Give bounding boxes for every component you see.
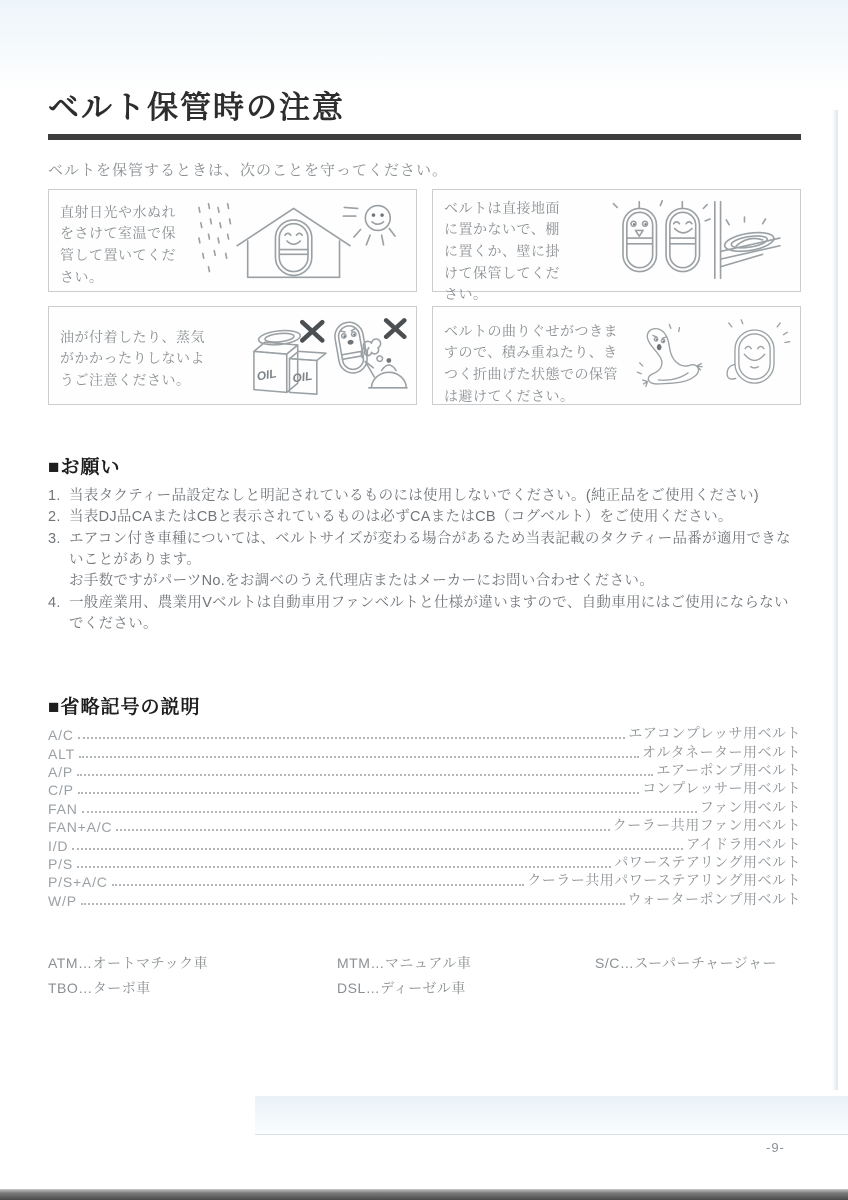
abbreviation-row: [48, 725, 801, 743]
vehicle-abbr-column: [595, 951, 801, 1001]
dotted-leader: [112, 884, 525, 886]
abbreviation-row: [48, 817, 801, 835]
belts-on-wall-and-shelf-illustration: [564, 196, 792, 285]
tip-box-no-bending: [432, 306, 801, 405]
onegai-heading: ■お願い: [48, 456, 121, 478]
abbr-label: アイドラ用ベルト: [686, 835, 801, 852]
abbr-label: ウォーターポンプ用ベルト: [627, 890, 801, 907]
abbr-code: FAN+A/C: [48, 819, 113, 836]
item-text: 当表DJ品CAまたはCBと表示されているものは必ずCAまたはCB（コグベルト）をご使用ください。: [69, 509, 733, 526]
scan-bottom-band: [255, 1096, 848, 1135]
oil-cans-and-kettle-crossed-illustration: [212, 313, 408, 398]
vehicle-abbr: ATM…オートマチック車: [48, 954, 209, 971]
svg-text:OIL: OIL: [291, 368, 314, 386]
item-number: 4.: [48, 594, 61, 611]
dotted-leader: [79, 756, 639, 758]
dotted-leader: [81, 903, 625, 905]
bent-belt-and-happy-belt-illustration: [624, 313, 792, 398]
abbr-label: パワーステアリング用ベルト: [614, 853, 801, 870]
abbreviation-row: [48, 872, 801, 890]
page-number: -9-: [766, 1140, 785, 1155]
abbr-label: ファン用ベルト: [699, 798, 801, 815]
page-title: ベルト保管時の注意: [48, 90, 345, 125]
storage-tips-grid: [48, 189, 801, 405]
abbr-label: エアーポンプ用ベルト: [656, 761, 801, 778]
tip-box-not-on-ground: [432, 189, 801, 303]
abbr-label: コンプレッサー用ベルト: [642, 780, 801, 797]
abbr-code: A/C: [48, 727, 74, 744]
abbreviation-row: [48, 743, 801, 761]
item-text: 一般産業用、農業用Vベルトは自動車用ファンベルトと仕様が違いますので、自動車用にはご使用にならないでください。: [69, 594, 789, 633]
onegai-item: [48, 507, 801, 528]
onegai-item: [48, 593, 801, 636]
abbr-code: I/D: [48, 837, 69, 854]
vehicle-abbr: S/C…スーパーチャージャー: [595, 954, 777, 971]
dotted-leader: [116, 829, 609, 831]
abbreviation-row: [48, 762, 801, 780]
abbreviation-row: [48, 854, 801, 872]
dotted-leader: [77, 866, 611, 868]
abbreviation-row: [48, 835, 801, 853]
scan-bottom-bar: [0, 1189, 848, 1200]
tip-box-sunlight-moisture: [48, 189, 417, 292]
vehicle-abbr-column: [337, 951, 595, 1001]
svg-text:OIL: OIL: [255, 366, 278, 384]
abbr-label: クーラー共用ファン用ベルト: [612, 817, 801, 834]
item-number: 2.: [48, 509, 61, 526]
vehicle-abbr-column: [48, 951, 337, 1001]
tip-text: ベルトは直接地面に置かないで、棚に置くか、壁に掛けて保管してください。: [444, 199, 560, 303]
scan-right-shadow: [832, 110, 838, 1090]
abbr-code: A/P: [48, 763, 73, 780]
tip-box-oil-steam: [48, 306, 417, 405]
vehicle-abbr: TBO…ターボ車: [48, 979, 151, 996]
intro-text: ベルトを保管するときは、次のことを守ってください。: [48, 161, 449, 179]
abbr-label: オルタネーター用ベルト: [642, 743, 801, 760]
abbreviation-row: [48, 780, 801, 798]
item-text: 当表タクティー品設定なしと明記されているものには使用しないでください。(純正品をご使用ください): [69, 487, 759, 504]
onegai-section: [48, 452, 801, 636]
onegai-list: [48, 486, 801, 636]
abbr-code: W/P: [48, 892, 77, 909]
vehicle-abbr: MTM…マニュアル車: [337, 954, 472, 971]
title-rule: [48, 134, 801, 140]
abbr-code: C/P: [48, 782, 74, 799]
tip-text: ベルトの曲りぐせがつきますので、積み重ねたり、きつく折曲げた状態での保管は避けてください。: [444, 322, 618, 404]
vehicle-abbr: DSL…ディーゼル車: [337, 979, 466, 996]
dotted-leader: [82, 811, 697, 813]
onegai-item: [48, 529, 801, 572]
item-number: 1.: [48, 487, 61, 504]
onegai-item: [48, 486, 801, 507]
item-text: エアコン付き車種については、ベルトサイズが変わる場合があるため当表記載のタクティー品番が適用できないことがあります。: [69, 530, 791, 568]
dotted-leader: [72, 848, 683, 850]
abbreviation-row: [48, 890, 801, 908]
dotted-leader: [78, 737, 626, 739]
abbreviation-section: [48, 692, 801, 909]
tip-text: 直射日光や水ぬれをさけて室温で保管して置いてください。: [60, 203, 176, 285]
abbr-code: ALT: [48, 745, 76, 762]
abbreviation-row: [48, 798, 801, 816]
abbr-code: P/S+A/C: [48, 874, 108, 891]
rain-house-sun-illustration: [184, 196, 408, 285]
item-number: 3.: [48, 530, 61, 547]
abbr-code: P/S: [48, 855, 73, 872]
dotted-leader: [78, 792, 639, 794]
abbr-label: エアコンプレッサ用ベルト: [628, 725, 801, 742]
abbr-label: クーラー共用パワーステアリング用ベルト: [527, 872, 801, 889]
abbreviation-list: [48, 725, 801, 909]
dotted-leader: [77, 774, 653, 776]
tip-text: 油が付着したり、蒸気がかかったりしないようご注意ください。: [60, 328, 205, 389]
page-content: [48, 0, 801, 1001]
onegai-item-continuation: お手数ですがパーツNo.をお調べのうえ代理店またはメーカーにお問い合わせください。: [69, 573, 654, 590]
vehicle-abbreviations: [48, 951, 801, 1001]
abbr-code: FAN: [48, 800, 78, 817]
abbreviation-heading: ■省略記号の説明: [48, 696, 201, 718]
